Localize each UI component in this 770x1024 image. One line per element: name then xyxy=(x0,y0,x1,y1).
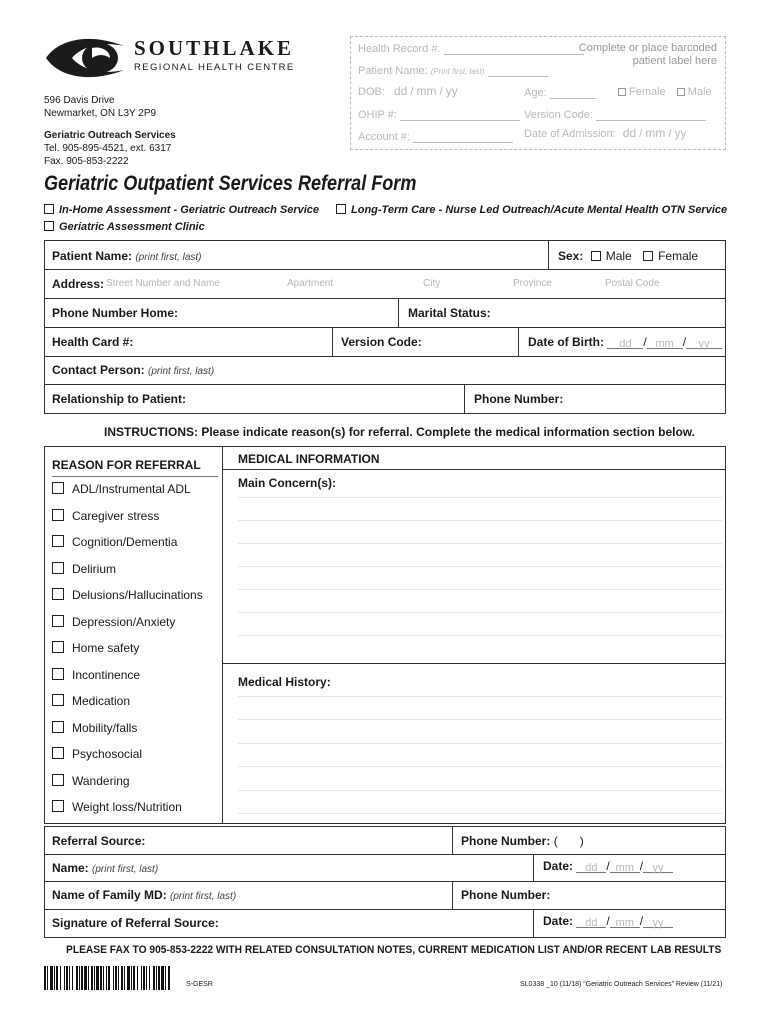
ltc-label: Long-Term Care - Nurse Led Outreach/Acute Mental Health OTN Service xyxy=(351,204,728,216)
admission-dd[interactable]: dd xyxy=(622,126,637,140)
dob-label: Date of Birth: xyxy=(528,335,604,349)
patient-dob-dd[interactable]: dd xyxy=(619,338,632,350)
ohip-field[interactable] xyxy=(400,108,520,121)
family-md-hint: (print first, last) xyxy=(170,891,237,902)
reason-checkbox[interactable] xyxy=(52,747,64,759)
reason-item[interactable] xyxy=(52,747,142,761)
barcode-bar xyxy=(66,966,68,990)
barcode-bar xyxy=(149,966,150,990)
address-city[interactable]: City xyxy=(423,278,441,289)
version-code-label: Version Code: xyxy=(524,109,594,121)
barcode-bar xyxy=(56,966,58,990)
service-fax: Fax. 905-853-2222 xyxy=(44,156,129,167)
address-line1: 596 Davis Drive xyxy=(44,95,115,106)
label-health-record xyxy=(358,42,584,55)
barcode-bar xyxy=(60,966,61,990)
reason-label: Caregiver stress xyxy=(72,508,160,523)
reason-label: Medication xyxy=(72,694,131,708)
ltc-checkbox[interactable] xyxy=(336,204,346,214)
patient-sex xyxy=(558,249,698,263)
label-age xyxy=(524,86,596,99)
barcode-bar xyxy=(158,966,160,990)
service-name: Geriatric Outreach Services xyxy=(44,130,176,141)
reason-item[interactable] xyxy=(52,482,191,496)
barcode-bar xyxy=(133,966,135,990)
barcode-bar xyxy=(91,966,93,990)
date-of-birth[interactable]: Date of Birth: dd / mm / yy xyxy=(528,335,722,349)
reason-item[interactable] xyxy=(52,800,182,814)
label-dob: DOB: dd / mm / yy xyxy=(358,84,458,98)
service-ltc[interactable] xyxy=(336,204,727,216)
family-md[interactable] xyxy=(52,888,236,902)
patient-dob-yy[interactable]: yy xyxy=(698,338,710,350)
label-sex: Female Male xyxy=(618,86,712,98)
service-in-home[interactable] xyxy=(44,204,319,216)
referral-date-label: Date: xyxy=(543,859,574,873)
barcode-bar xyxy=(106,966,107,990)
barcode-bar xyxy=(153,966,155,990)
in-home-label: In-Home Assessment - Geriatric Outreach Service xyxy=(59,204,320,216)
barcode-bar xyxy=(94,966,95,990)
reason-label: Home safety xyxy=(72,641,140,655)
main-concern-label: Main Concern(s): xyxy=(238,476,337,490)
reason-checkbox[interactable] xyxy=(52,668,64,680)
barcode-bar xyxy=(131,966,132,990)
barcode-bar xyxy=(115,966,117,990)
health-card[interactable]: Health Card #: xyxy=(52,335,134,349)
account-label: Account #: xyxy=(358,131,410,143)
service-contact xyxy=(44,129,176,168)
patient-name-hint: (print first, last) xyxy=(135,252,202,263)
label-patient-name xyxy=(358,64,548,77)
service-clinic[interactable] xyxy=(44,221,205,233)
dob-yy[interactable]: yy xyxy=(445,84,458,98)
barcode-bar xyxy=(54,966,55,990)
family-md-label: Name of Family MD: xyxy=(52,888,167,902)
contact-hint: (print first, last) xyxy=(148,366,215,377)
signature-date-label: Date: xyxy=(543,914,574,928)
address-province[interactable]: Province xyxy=(513,278,552,289)
reason-label: Incontinence xyxy=(72,667,141,682)
barcode-bar xyxy=(50,966,53,990)
label-female-checkbox[interactable] xyxy=(618,88,626,96)
address-label: Address: xyxy=(52,277,105,291)
signature-date[interactable]: Date: dd / mm / yy xyxy=(543,914,673,928)
version-code[interactable]: Version Code: xyxy=(341,335,422,349)
reason-label: Delusions/Hallucinations xyxy=(72,588,203,602)
barcode-bar xyxy=(44,966,46,990)
medical-title: MEDICAL INFORMATION xyxy=(238,452,380,466)
in-home-checkbox[interactable] xyxy=(44,204,54,214)
barcode-bar xyxy=(69,966,70,990)
health-record-label: Health Record #: xyxy=(358,43,441,55)
referral-name-hint: (print first, last) xyxy=(92,864,159,875)
barcode-bar xyxy=(76,966,78,990)
barcode-bar xyxy=(127,966,130,990)
sex-label: Sex: xyxy=(558,249,584,263)
label-patient-name-field[interactable] xyxy=(488,64,548,77)
reason-label: Delirium xyxy=(72,561,117,576)
reasons-title: REASON FOR REFERRAL xyxy=(52,458,201,472)
referral-signature[interactable]: Signature of Referral Source: xyxy=(52,916,219,930)
label-admission: Date of Admission: dd / mm / yy xyxy=(524,126,687,140)
referral-phone[interactable]: Phone Number: ( ) xyxy=(461,834,584,848)
reason-item[interactable] xyxy=(52,774,130,788)
sex-female-checkbox[interactable] xyxy=(643,251,653,261)
address-street[interactable]: Street Number and Name xyxy=(106,278,220,289)
reason-checkbox[interactable] xyxy=(52,588,64,600)
age-label: Age: xyxy=(524,87,547,99)
barcode-bar xyxy=(137,966,138,990)
label-version-code xyxy=(524,108,706,121)
referral-phone-label: Phone Number: xyxy=(461,834,551,848)
barcode-bar xyxy=(108,966,110,990)
age-field[interactable] xyxy=(550,86,596,99)
barcode-bar xyxy=(121,966,123,990)
logo-eye-icon xyxy=(44,34,126,82)
admission-yy[interactable]: yy xyxy=(674,126,687,140)
barcode-note: Complete or place barcoded patient label here xyxy=(578,42,717,67)
barcode-bar xyxy=(84,966,87,990)
medical-history-label: Medical History: xyxy=(238,675,331,689)
barcode-bar xyxy=(165,966,166,990)
footer-form-id: SL0338 _10 (11/18) “Geriatric Outreach Services” Review (11/21) xyxy=(520,981,723,988)
clinic-checkbox[interactable] xyxy=(44,221,54,231)
relationship-to-patient[interactable]: Relationship to Patient: xyxy=(52,392,187,406)
reason-label: Cognition/Dementia xyxy=(72,535,178,549)
reason-item[interactable] xyxy=(52,668,140,682)
patient-name-hint: (Print first, last) xyxy=(430,67,485,76)
sex-female-label: Female xyxy=(658,249,699,263)
reason-checkbox[interactable] xyxy=(52,694,64,706)
barcode-bar xyxy=(143,966,145,990)
reason-checkbox[interactable] xyxy=(52,562,64,574)
barcode-bar xyxy=(161,966,164,990)
referral-source[interactable]: Referral Source: xyxy=(52,834,146,848)
account-field[interactable] xyxy=(413,130,513,143)
reason-checkbox[interactable] xyxy=(52,482,64,494)
reason-item[interactable] xyxy=(52,721,137,735)
ohip-label: OHIP #: xyxy=(358,109,397,121)
barcode-bar xyxy=(96,966,99,990)
label-ohip xyxy=(358,108,520,121)
patient-dob-mm[interactable]: mm xyxy=(655,338,674,350)
contact-label: Contact Person: xyxy=(52,363,145,377)
patient-name[interactable] xyxy=(52,249,202,263)
admission-label: Date of Admission: xyxy=(524,128,616,140)
family-md-phone[interactable]: Phone Number: xyxy=(461,888,551,902)
footer-code: S-GESR xyxy=(186,981,213,988)
patient-name-label: Patient Name: xyxy=(52,249,133,263)
address-line2: Newmarket, ON L3Y 2P9 xyxy=(44,108,157,119)
contact-person[interactable] xyxy=(52,363,214,377)
label-account xyxy=(358,130,513,143)
address-apartment[interactable]: Apartment xyxy=(287,278,334,289)
barcode-bar xyxy=(47,966,48,990)
label-version-code-field[interactable] xyxy=(596,108,706,121)
reason-checkbox[interactable] xyxy=(52,774,64,786)
reason-label: Depression/Anxiety xyxy=(72,614,176,629)
barcode-bar xyxy=(124,966,125,990)
barcode-bar xyxy=(88,966,89,990)
barcode-bar xyxy=(64,966,65,990)
sex-male-checkbox[interactable] xyxy=(591,251,601,261)
sex-male-label: Male xyxy=(605,249,632,263)
fax-note: PLEASE FAX TO 905-853-2222 WITH RELATED CONSULTATION NOTES, CURRENT MEDICATION LIST AND/OR RECENT LAB RESULTS xyxy=(66,944,722,956)
reason-checkbox[interactable] xyxy=(52,509,64,521)
health-record-field[interactable] xyxy=(444,42,584,55)
logo-name: SOUTHLAKE xyxy=(134,36,295,60)
medical-history-field[interactable] xyxy=(238,696,722,820)
main-concern-field[interactable] xyxy=(238,496,722,656)
reason-label: Mobility/falls xyxy=(72,720,138,735)
reason-item[interactable] xyxy=(52,509,159,523)
reason-checkbox[interactable] xyxy=(52,535,64,547)
reason-checkbox[interactable] xyxy=(52,615,64,627)
form-title: Geriatric Outpatient Services Referral Form xyxy=(44,172,417,195)
reason-item[interactable] xyxy=(52,535,177,549)
reason-checkbox[interactable] xyxy=(52,641,64,653)
admission-mm[interactable]: mm xyxy=(645,126,666,140)
barcode-bar xyxy=(146,966,147,990)
reason-label: ADL/Instrumental ADL xyxy=(72,482,191,496)
barcode-image xyxy=(44,966,170,990)
dob-mm[interactable]: mm xyxy=(416,84,437,98)
barcode-bar xyxy=(113,966,114,990)
label-male-checkbox[interactable] xyxy=(677,88,685,96)
barcode-bar xyxy=(156,966,157,990)
dob-label: DOB: xyxy=(358,86,385,98)
logo xyxy=(44,34,304,82)
logo-subtitle: REGIONAL HEALTH CENTRE xyxy=(134,62,295,73)
contact-phone-number[interactable]: Phone Number: xyxy=(474,392,564,406)
barcode-bar xyxy=(79,966,80,990)
dob-dd[interactable]: dd xyxy=(393,84,408,98)
hospital-address xyxy=(44,94,156,120)
patient-address[interactable] xyxy=(52,277,104,291)
reason-item[interactable] xyxy=(52,694,130,708)
barcode-bar xyxy=(72,966,73,990)
barcode-bar xyxy=(168,966,170,990)
barcode-bar xyxy=(103,966,104,990)
barcode-bar xyxy=(118,966,119,990)
reason-item[interactable] xyxy=(52,641,139,655)
reason-label: Wandering xyxy=(72,773,130,788)
reason-checkbox[interactable] xyxy=(52,800,64,812)
service-tel: Tel. 905-895-4521, ext. 6317 xyxy=(44,143,172,154)
barcode-bar xyxy=(100,966,102,990)
instructions: INSTRUCTIONS: Please indicate reason(s) for referral. Complete the medical information section below. xyxy=(104,425,696,439)
referral-name-label: Name: xyxy=(52,861,89,875)
barcode-bar xyxy=(81,966,83,990)
phone-home[interactable]: Phone Number Home: xyxy=(52,306,179,320)
patient-name-label: Patient Name: xyxy=(358,65,428,77)
reason-item[interactable] xyxy=(52,615,175,629)
reason-item[interactable] xyxy=(52,588,203,602)
referral-name[interactable] xyxy=(52,861,158,875)
barcode-bar xyxy=(141,966,142,990)
reason-checkbox[interactable] xyxy=(52,721,64,733)
address-postal[interactable]: Postal Code xyxy=(605,278,660,289)
referral-date[interactable]: Date: dd / mm / yy xyxy=(543,859,673,873)
clinic-label: Geriatric Assessment Clinic xyxy=(59,221,205,233)
marital-status[interactable]: Marital Status: xyxy=(408,306,491,320)
reason-label: Weight loss/Nutrition xyxy=(72,800,182,814)
reason-label: Psychosocial xyxy=(72,747,143,761)
reason-item[interactable] xyxy=(52,562,116,576)
